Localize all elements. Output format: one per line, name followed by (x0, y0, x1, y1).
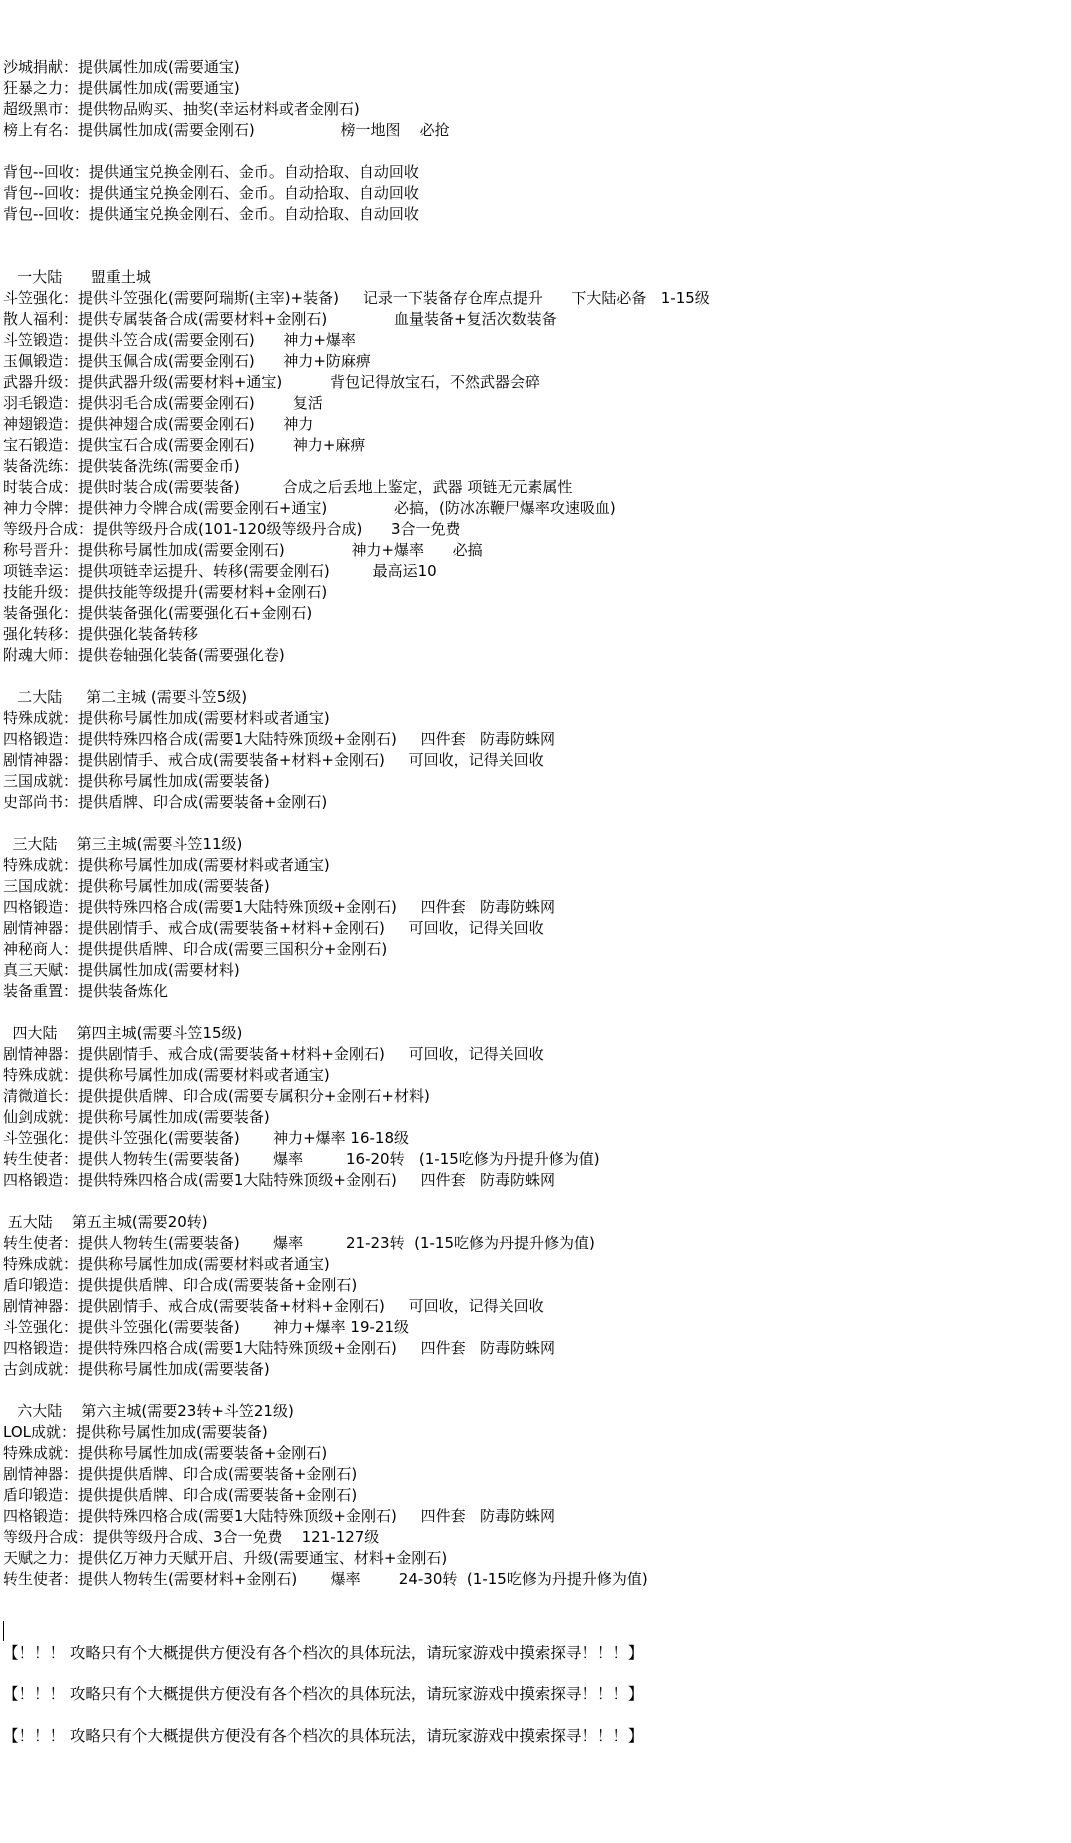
text-line: 天赋之力：提供亿万神力天赋开启、升级(需要通宝、材料+金刚石) (3, 1549, 448, 1567)
text-line: 宝石锻造：提供宝石合成(需要金刚石) 神力+麻痹 (3, 436, 366, 454)
text-line: 三大陆 第三主城(需要斗笠11级) (3, 835, 243, 853)
text-line: 四格锻造：提供特殊四格合成(需要1大陆特殊顶级+金刚石) 四件套 防毒防蛛网 (3, 730, 555, 748)
text-line: 神力令牌：提供神力令牌合成(需要金刚石+通宝) 必搞，(防冰冻鞭尸爆率攻速吸血) (3, 499, 616, 517)
text-line: 装备重置：提供装备炼化 (3, 982, 169, 1000)
text-line: 玉佩锻造：提供玉佩合成(需要金刚石) 神力+防麻痹 (3, 352, 371, 370)
text-line: 背包--回收：提供通宝兑换金刚石、金币。自动拾取、自动回收 (3, 205, 419, 223)
text-line: 转生使者：提供人物转生(需要材料+金刚石) 爆率 24-30转 (1-15吃修为丹提升修为值) (3, 1570, 648, 1588)
text-line: 项链幸运：提供项链幸运提升、转移(需要金刚石) 最高运10 (3, 562, 437, 580)
text-line: 散人福利：提供专属装备合成(需要材料+金刚石) 血量装备+复活次数装备 (3, 310, 557, 328)
text-line: 装备强化：提供装备强化(需要强化石+金刚石) (3, 604, 313, 622)
text-line: 四格锻造：提供特殊四格合成(需要1大陆特殊顶级+金刚石) 四件套 防毒防蛛网 (3, 1507, 555, 1525)
text-line: 三国成就：提供称号属性加成(需要装备) (3, 877, 270, 895)
text-line: 特殊成就：提供称号属性加成(需要材料或者通宝) (3, 856, 330, 874)
text-line: 等级丹合成：提供等级丹合成(101-120级等级丹合成) 3合一免费 (3, 520, 461, 538)
text-line: 二大陆 第二主城 (需要斗笠5级) (3, 688, 248, 706)
text-line: 榜上有名：提供属性加成(需要金刚石) 榜一地图 必抢 (3, 121, 450, 139)
text-line: 技能升级：提供技能等级提升(需要材料+金刚石) (3, 583, 328, 601)
text-line: 武器升级：提供武器升级(需要材料+通宝) 背包记得放宝石，不然武器会碎 (3, 373, 540, 391)
text-line: 羽毛锻造：提供羽毛合成(需要金刚石) 复活 (3, 394, 323, 412)
notice-line: 【！！！ 攻略只有个大概提供方便没有各个档次的具体玩法，请玩家游戏中摸索探寻！！！】 (3, 1727, 644, 1745)
text-line: 超级黑市：提供物品购买、抽奖(幸运材料或者金刚石) (3, 100, 360, 118)
text-line: 四大陆 第四主城(需要斗笠15级) (3, 1024, 243, 1042)
text-line: 剧情神器：提供剧情手、戒合成(需要装备+材料+金刚石) 可回收，记得关回收 (3, 1045, 544, 1063)
text-line: 三国成就：提供称号属性加成(需要装备) (3, 772, 270, 790)
text-line: 时装合成：提供时装合成(需要装备) 合成之后丢地上鉴定，武器 项链无元素属性 (3, 478, 573, 496)
text-line: 神翅锻造：提供神翅合成(需要金刚石) 神力 (3, 415, 314, 433)
text-line: 斗笠强化：提供斗笠强化(需要装备) 神力+爆率 19-21级 (3, 1318, 410, 1336)
text-line: 四格锻造：提供特殊四格合成(需要1大陆特殊顶级+金刚石) 四件套 防毒防蛛网 (3, 1339, 555, 1357)
text-line: 背包--回收：提供通宝兑换金刚石、金币。自动拾取、自动回收 (3, 163, 419, 181)
text-line: 四格锻造：提供特殊四格合成(需要1大陆特殊顶级+金刚石) 四件套 防毒防蛛网 (3, 898, 555, 916)
text-line: 斗笠强化：提供斗笠强化(需要装备) 神力+爆率 16-18级 (3, 1129, 410, 1147)
text-line: 五大陆 第五主城(需要20转) (3, 1213, 208, 1231)
text-line: 特殊成就：提供称号属性加成(需要材料或者通宝) (3, 1255, 330, 1273)
text-line: 转生使者：提供人物转生(需要装备) 爆率 16-20转 (1-15吃修为丹提升修为值) (3, 1150, 600, 1168)
text-line: 特殊成就：提供称号属性加成(需要材料或者通宝) (3, 1066, 330, 1084)
text-line: 剧情神器：提供剧情手、戒合成(需要装备+材料+金刚石) 可回收，记得关回收 (3, 919, 544, 937)
text-line: 清微道长：提供提供盾牌、印合成(需要专属积分+金刚石+材料) (3, 1087, 430, 1105)
text-line: 六大陆 第六主城(需要23转+斗笠21级) (3, 1402, 294, 1420)
text-line: 剧情神器：提供剧情手、戒合成(需要装备+材料+金刚石) 可回收，记得关回收 (3, 1297, 544, 1315)
text-line: 古剑成就：提供称号属性加成(需要装备) (3, 1360, 270, 1378)
text-line: 一大陆 盟重土城 (3, 268, 151, 286)
text-line: 四格锻造：提供特殊四格合成(需要1大陆特殊顶级+金刚石) 四件套 防毒防蛛网 (3, 1171, 555, 1189)
text-line: 斗笠锻造：提供斗笠合成(需要金刚石) 神力+爆率 (3, 331, 356, 349)
notice-line: 【！！！ 攻略只有个大概提供方便没有各个档次的具体玩法，请玩家游戏中摸索探寻！！！】 (3, 1644, 644, 1662)
text-line: 附魂大师：提供卷轴强化装备(需要强化卷) (3, 646, 285, 664)
text-line: 仙剑成就：提供称号属性加成(需要装备) (3, 1108, 270, 1126)
text-line: 背包--回收：提供通宝兑换金刚石、金币。自动拾取、自动回收 (3, 184, 419, 202)
text-line: 转生使者：提供人物转生(需要装备) 爆率 21-23转 (1-15吃修为丹提升修为值) (3, 1234, 595, 1252)
text-line: 剧情神器：提供提供盾牌、印合成(需要装备+金刚石) (3, 1465, 358, 1483)
text-line: 称号晋升：提供称号属性加成(需要金刚石) 神力+爆率 必搞 (3, 541, 483, 559)
text-line: 强化转移：提供强化装备转移 (3, 625, 199, 643)
text-line: 等级丹合成：提供等级丹合成、3合一免费 121-127级 (3, 1528, 380, 1546)
text-line: 特殊成就：提供称号属性加成(需要材料或者通宝) (3, 709, 330, 727)
text-line: 盾印锻造：提供提供盾牌、印合成(需要装备+金刚石) (3, 1486, 358, 1504)
text-line: 神秘商人：提供提供盾牌、印合成(需要三国积分+金刚石) (3, 940, 388, 958)
text-line: 斗笠强化：提供斗笠强化(需要阿瑞斯(主宰)+装备) 记录一下装备存仓库点提升 下大陆必备 1-15级 (3, 289, 710, 307)
text-line: 盾印锻造：提供提供盾牌、印合成(需要装备+金刚石) (3, 1276, 358, 1294)
text-line: 沙城捐献：提供属性加成(需要通宝) (3, 58, 240, 76)
text-cursor (3, 1621, 4, 1641)
text-line: LOL成就：提供称号属性加成(需要装备) (3, 1423, 268, 1441)
text-line: 装备洗练：提供装备洗练(需要金币) (3, 457, 240, 475)
text-line: 史部尚书：提供盾牌、印合成(需要装备+金刚石) (3, 793, 328, 811)
text-line: 真三天赋：提供属性加成(需要材料) (3, 961, 240, 979)
text-line: 狂暴之力：提供属性加成(需要通宝) (3, 79, 240, 97)
notice-line: 【！！！ 攻略只有个大概提供方便没有各个档次的具体玩法，请玩家游戏中摸索探寻！！！】 (3, 1685, 644, 1703)
text-line: 特殊成就：提供称号属性加成(需要装备+金刚石) (3, 1444, 328, 1462)
text-line: 剧情神器：提供剧情手、戒合成(需要装备+材料+金刚石) 可回收，记得关回收 (3, 751, 544, 769)
